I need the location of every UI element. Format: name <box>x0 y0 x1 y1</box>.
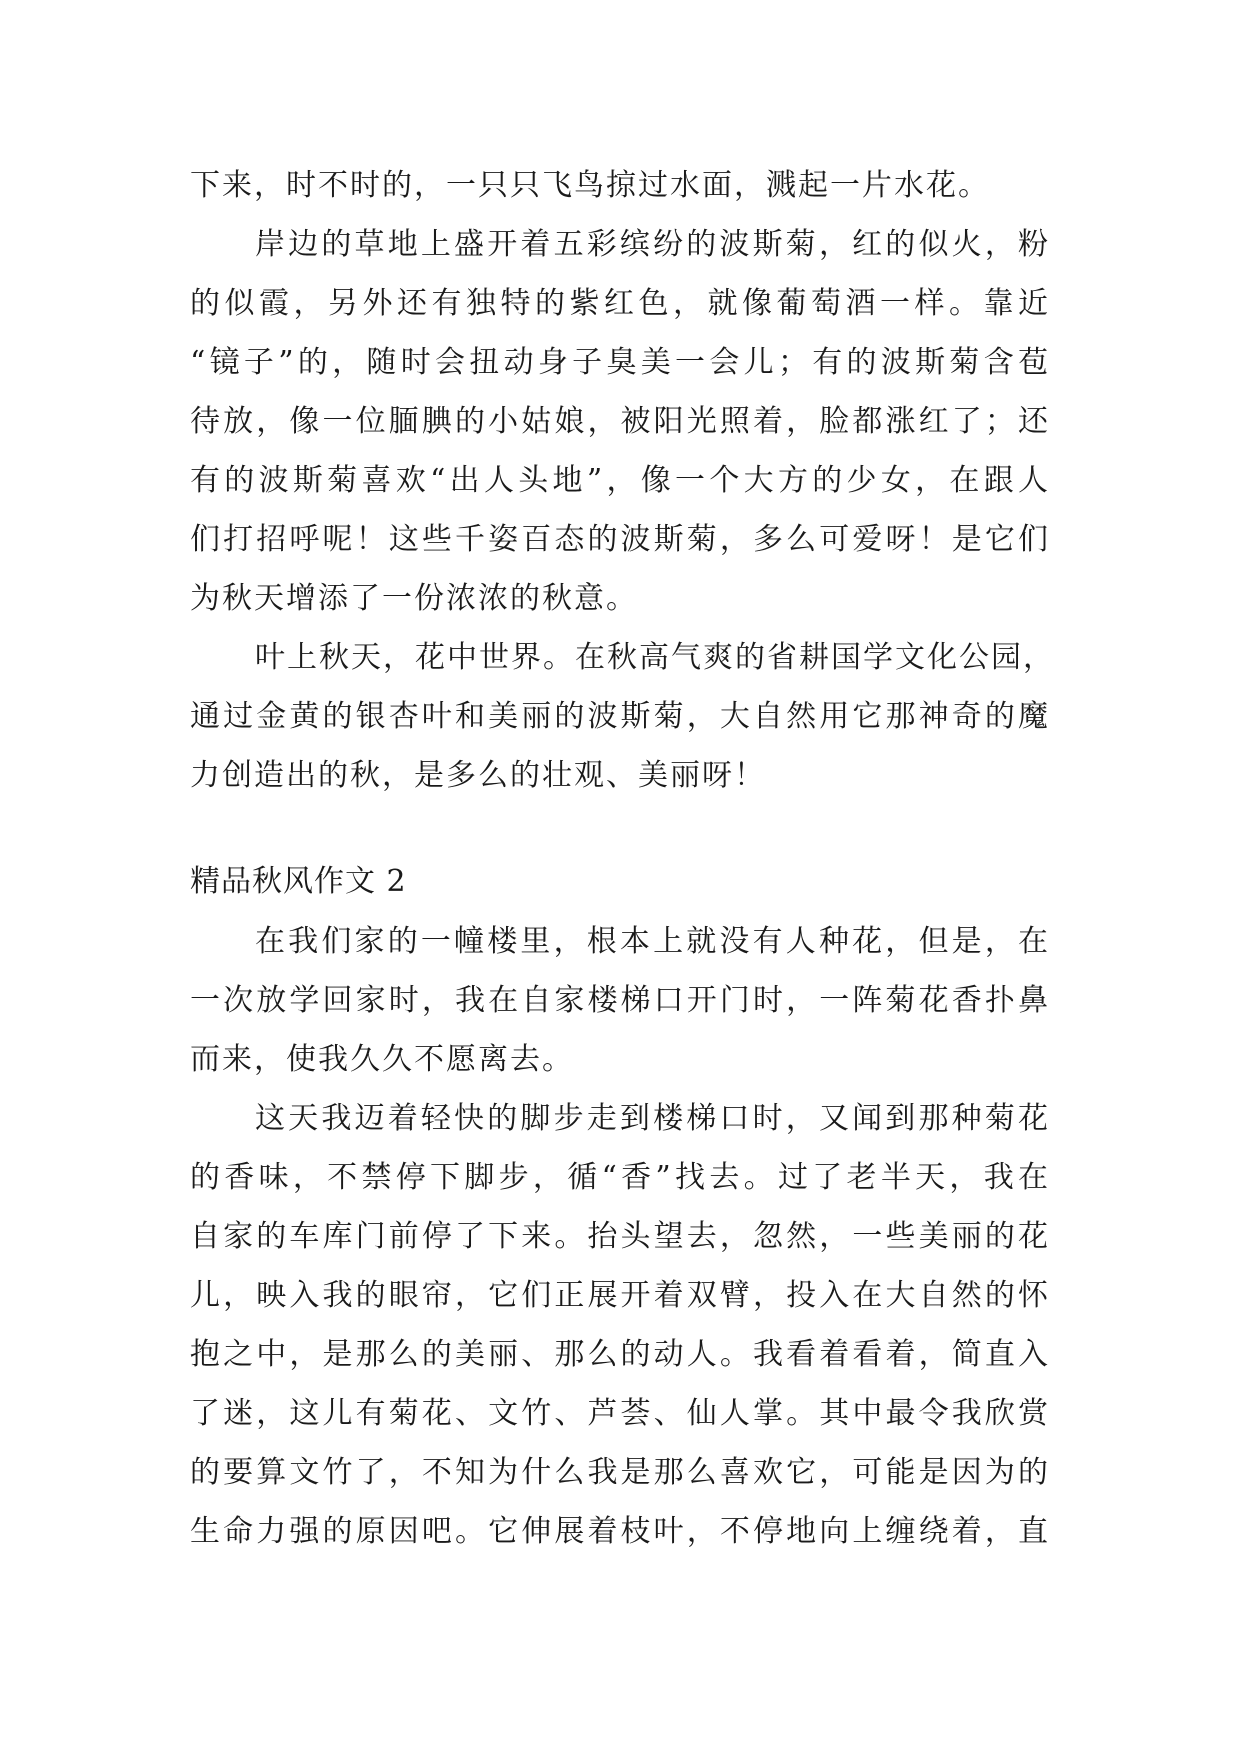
paragraph-line: 待放，像一位腼腆的小姑娘，被阳光照着，脸都涨红了；还 <box>190 404 1050 439</box>
paragraph-line: 们打招呼呢！这些千姿百态的波斯菊，多么可爱呀！是它们 <box>190 522 1050 557</box>
section-heading: 精品秋风作文 2 <box>190 864 407 899</box>
paragraph-line: “镜子”的，随时会扭动身子臭美一会儿；有的波斯菊含苞 <box>190 345 1050 380</box>
paragraph-line: 的似霞，另外还有独特的紫红色，就像葡萄酒一样。靠近 <box>190 286 1050 321</box>
paragraph-line: 为秋天增添了一份浓浓的秋意。 <box>190 581 638 616</box>
paragraph-line: 抱之中，是那么的美丽、那么的动人。我看着看着，简直入 <box>190 1337 1050 1372</box>
paragraph-line: 了迷，这儿有菊花、文竹、芦荟、仙人掌。其中最令我欣赏 <box>190 1396 1050 1431</box>
paragraph-line: 力创造出的秋，是多么的壮观、美丽呀！ <box>190 758 766 793</box>
paragraph-line: 下来，时不时的，一只只飞鸟掠过水面，溅起一片水花。 <box>190 168 990 203</box>
paragraph-line: 的要算文竹了，不知为什么我是那么喜欢它，可能是因为的 <box>190 1455 1050 1490</box>
paragraph-line: 这天我迈着轻快的脚步走到楼梯口时，又闻到那种菊花 <box>255 1101 1050 1136</box>
paragraph-line: 岸边的草地上盛开着五彩缤纷的波斯菊，红的似火，粉 <box>255 227 1050 262</box>
paragraph-line: 有的波斯菊喜欢“出人头地”，像一个大方的少女，在跟人 <box>190 463 1050 498</box>
paragraph-line: 通过金黄的银杏叶和美丽的波斯菊，大自然用它那神奇的魔 <box>190 699 1050 734</box>
paragraph-line: 而来，使我久久不愿离去。 <box>190 1042 574 1077</box>
paragraph-line: 一次放学回家时，我在自家楼梯口开门时，一阵菊花香扑鼻 <box>190 983 1050 1018</box>
paragraph-line: 自家的车库门前停了下来。抬头望去，忽然，一些美丽的花 <box>190 1219 1050 1254</box>
paragraph-line: 叶上秋天，花中世界。在秋高气爽的省耕国学文化公园， <box>255 640 1055 675</box>
paragraph-line: 生命力强的原因吧。它伸展着枝叶，不停地向上缠绕着，直 <box>190 1514 1050 1549</box>
paragraph-line: 在我们家的一幢楼里，根本上就没有人种花，但是，在 <box>255 924 1050 959</box>
paragraph-line: 的香味，不禁停下脚步，循“香”找去。过了老半天，我在 <box>190 1160 1050 1195</box>
paragraph-line: 儿，映入我的眼帘，它们正展开着双臂，投入在大自然的怀 <box>190 1278 1050 1313</box>
